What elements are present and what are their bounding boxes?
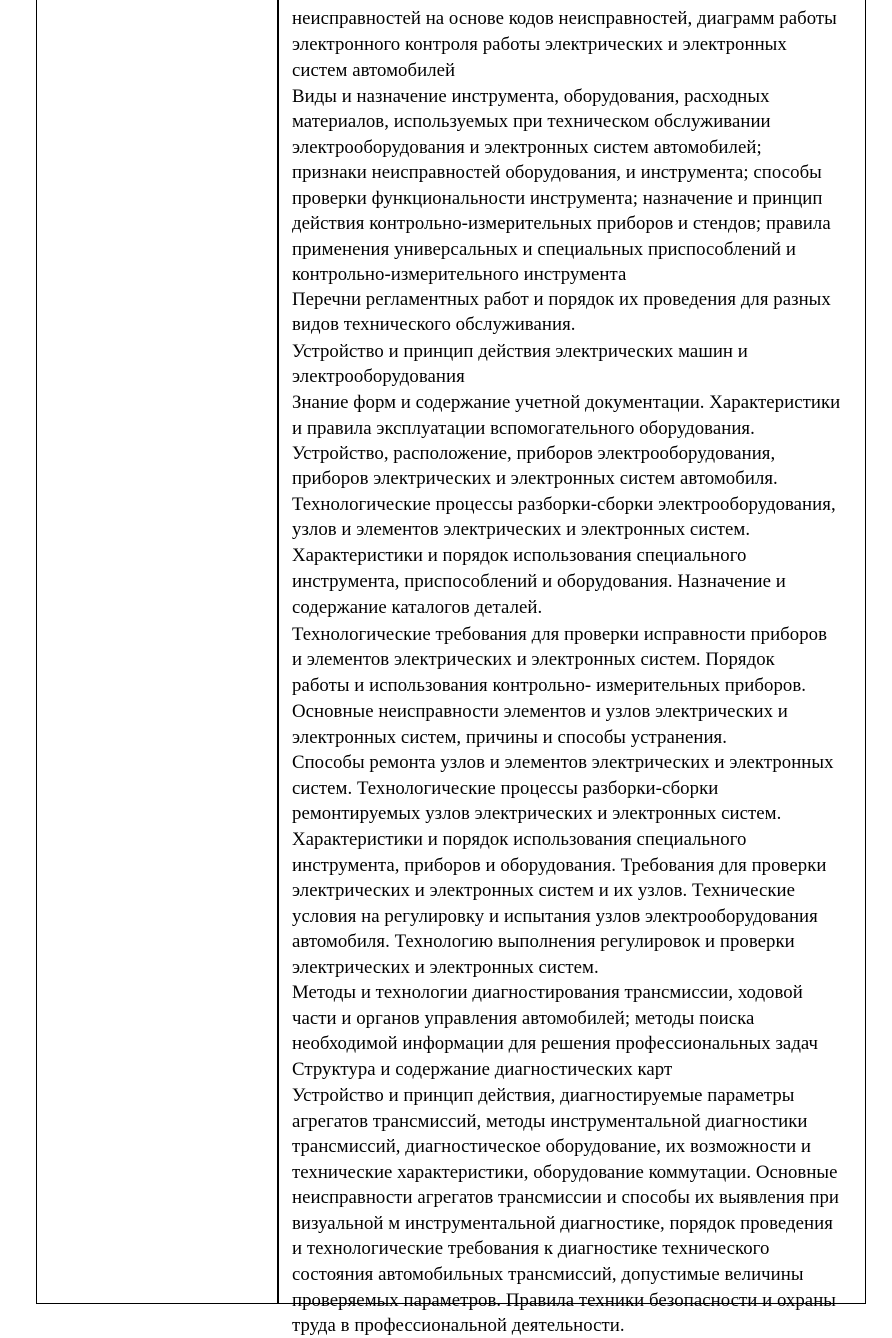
text-line: технические характеристики, оборудование коммутации. Основные (292, 1162, 838, 1183)
text-line: инструмента, приспособлений и оборудования. Назначение и (292, 571, 786, 592)
text-line: труда в профессиональной деятельности. (292, 1315, 625, 1336)
text-line: работы и использования контрольно- измерительных приборов. (292, 675, 806, 696)
text-line: и элементов электрических и электронных систем. Порядок (292, 649, 775, 670)
text-line: электрооборудования и электронных систем автомобилей; (292, 137, 762, 158)
text-line: содержание каталогов деталей. (292, 597, 543, 618)
text-line: приборов электрических и электронных систем автомобиля. (292, 468, 778, 489)
text-line: неисправностей на основе кодов неисправностей, диаграмм работы (292, 8, 837, 29)
text-line: ремонтируемых узлов электрических и электронных систем. (292, 803, 782, 824)
text-line: контрольно-измерительного инструмента (292, 264, 627, 285)
text-line: Виды и назначение инструмента, оборудования, расходных (292, 86, 770, 107)
text-line: проверяемых параметров. Правила техники безопасности и охраны (292, 1290, 836, 1311)
text-line: признаки неисправностей оборудования, и инструмента; способы (292, 162, 822, 183)
text-line: Устройство и принцип действия электрических машин и (292, 341, 748, 362)
column-divider (277, 0, 279, 1303)
text-line: проверки функциональности инструмента; назначение и принцип (292, 188, 823, 209)
text-line: визуальной м инструментальной диагностике, порядок проведения (292, 1213, 833, 1234)
text-line: электрооборудования (292, 366, 465, 387)
text-line: электронных систем, причины и способы устранения. (292, 727, 727, 748)
text-line: узлов и элементов электрических и электронных систем. (292, 519, 751, 540)
text-line: трансмиссий, диагностическое оборудование, их возможности и (292, 1136, 812, 1157)
text-line: необходимой информации для решения профессиональных задач (292, 1033, 819, 1054)
text-line: электрических и электронных систем и их узлов. Технические (292, 880, 796, 901)
text-line: материалов, используемых при техническом обслуживании (292, 111, 771, 132)
text-line: и технологические требования к диагностике технического (292, 1238, 770, 1259)
content-table (36, 0, 866, 1336)
text-line: Технологические требования для проверки исправности приборов (292, 624, 828, 645)
text-line: Устройство и принцип действия, диагностируемые параметры (292, 1085, 795, 1106)
text-line: применения универсальных и специальных приспособлений и (292, 239, 796, 260)
left-cell (37, 0, 277, 1303)
text-line: агрегатов трансмиссий, методы инструментальной диагностики (292, 1111, 808, 1132)
text-line: Устройство, расположение, приборов электрооборудования, (292, 443, 776, 464)
text-line: Перечни регламентных работ и порядок их проведения для разных (292, 289, 831, 310)
text-line: электрических и электронных систем. (292, 957, 599, 978)
text-line: электронного контроля работы электрических и электронных (292, 34, 787, 55)
text-line: состояния автомобильных трансмиссий, допустимые величины (292, 1264, 804, 1285)
text-line: условия на регулировку и испытания узлов электрооборудования (292, 906, 818, 927)
text-line: автомобиля. Технологию выполнения регулировок и проверки (292, 931, 795, 952)
text-line: Характеристики и порядок использования специального (292, 545, 747, 566)
text-line: систем автомобилей (292, 60, 456, 81)
text-line: систем. Технологические процессы разборки-сборки (292, 778, 719, 799)
text-line: видов технического обслуживания. (292, 314, 576, 335)
text-line: неисправности агрегатов трансмиссии и способы их выявления при (292, 1187, 840, 1208)
text-line: Знание форм и содержание учетной документации. Характеристики (292, 392, 841, 413)
text-line: Методы и технологии диагностирования трансмиссии, ходовой (292, 982, 803, 1003)
text-line: и правила эксплуатации вспомогательного оборудования. (292, 418, 755, 439)
text-line: части и органов управления автомобилей; методы поиска (292, 1008, 755, 1029)
text-line: Технологические процессы разборки-сборки электрооборудования, (292, 494, 836, 515)
text-line: Способы ремонта узлов и элементов электрических и электронных (292, 752, 834, 773)
text-line: Основные неисправности элементов и узлов электрических и (292, 701, 788, 722)
text-line: Структура и содержание диагностических карт (292, 1059, 673, 1080)
text-line: Характеристики и порядок использования специального (292, 829, 747, 850)
right-cell (292, 0, 892, 1336)
text-line: действия контрольно-измерительных приборов и стендов; правила (292, 213, 831, 234)
text-line: инструмента, приборов и оборудования. Требования для проверки (292, 855, 827, 876)
